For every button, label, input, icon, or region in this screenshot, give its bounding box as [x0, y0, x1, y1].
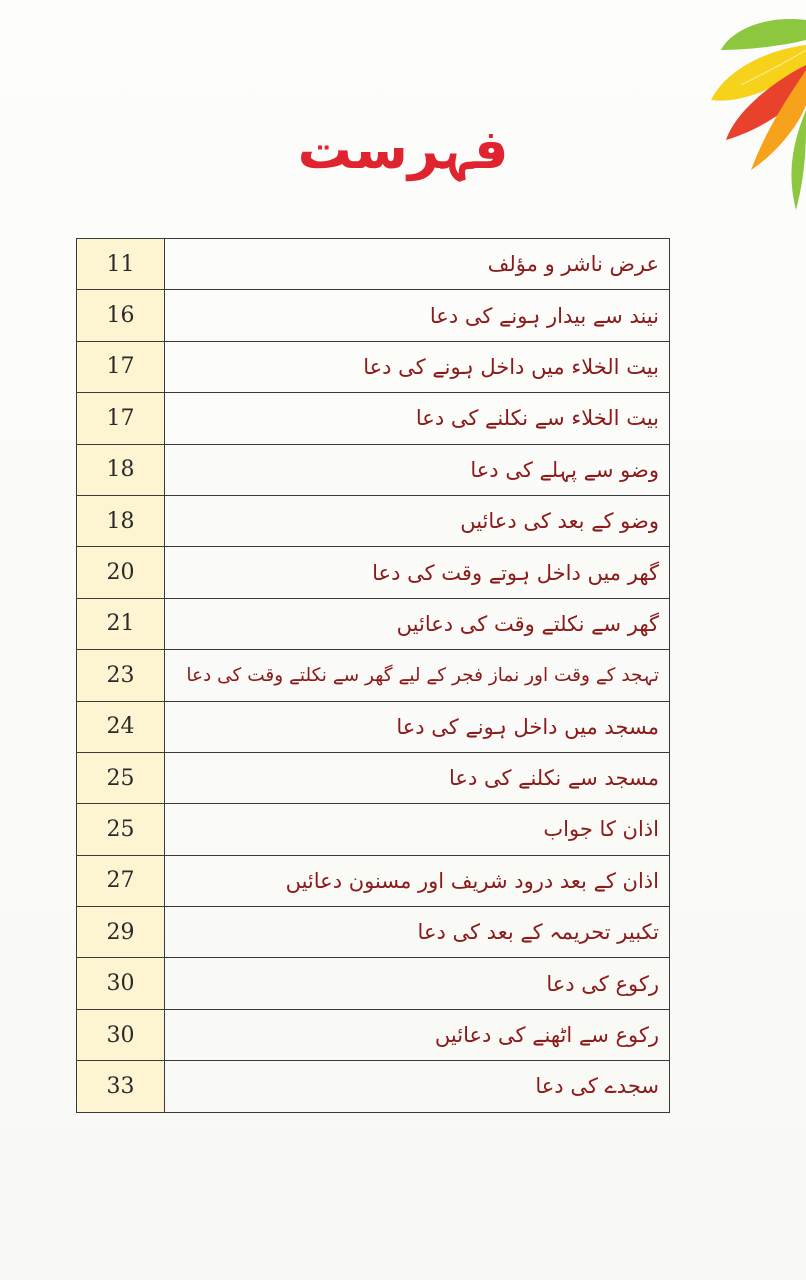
toc-entry-title: تکبیر تحریمہ کے بعد کی دعا [165, 907, 670, 958]
table-of-contents [76, 238, 670, 1113]
table-row [77, 393, 670, 444]
toc-entry-title: رکوع کی دعا [165, 958, 670, 1009]
table-row [77, 1061, 670, 1112]
toc-entry-title: اذان کے بعد درود شریف اور مسنون دعائیں [165, 855, 670, 906]
toc-page-number: 24 [77, 701, 165, 752]
toc-page-number: 16 [77, 290, 165, 341]
toc-entry-title: گھر میں داخل ہوتے وقت کی دعا [165, 547, 670, 598]
toc-entry-title: مسجد سے نکلنے کی دعا [165, 752, 670, 803]
toc-entry-title: نیند سے بیدار ہونے کی دعا [165, 290, 670, 341]
toc-page-number: 21 [77, 598, 165, 649]
toc-entry-title: تہجد کے وقت اور نماز فجر کے لیے گھر سے نکلتے وقت کی دعا [165, 650, 670, 701]
toc-page-number: 20 [77, 547, 165, 598]
toc-page-number: 11 [77, 239, 165, 290]
toc-entry-title: گھر سے نکلتے وقت کی دعائیں [165, 598, 670, 649]
table-row [77, 239, 670, 290]
table-row [77, 804, 670, 855]
toc-page-number: 25 [77, 752, 165, 803]
table-row [77, 1009, 670, 1060]
toc-page-number: 29 [77, 907, 165, 958]
table-row [77, 290, 670, 341]
toc-entry-title: عرض ناشر و مؤلف [165, 239, 670, 290]
toc-entry-title: سجدے کی دعا [165, 1061, 670, 1112]
table-row [77, 547, 670, 598]
toc-entry-title: بیت الخلاء سے نکلنے کی دعا [165, 393, 670, 444]
toc-body [77, 239, 670, 1113]
table-row [77, 701, 670, 752]
toc-page-number: 18 [77, 444, 165, 495]
table-row [77, 341, 670, 392]
toc-entry-title: وضو کے بعد کی دعائیں [165, 495, 670, 546]
toc-entry-title: مسجد میں داخل ہونے کی دعا [165, 701, 670, 752]
toc-entry-title: رکوع سے اٹھنے کی دعائیں [165, 1009, 670, 1060]
table-row [77, 650, 670, 701]
toc-entry-title: اذان کا جواب [165, 804, 670, 855]
toc-entry-title: وضو سے پہلے کی دعا [165, 444, 670, 495]
page-title: فہرست [297, 118, 509, 181]
toc-page-number: 17 [77, 393, 165, 444]
table-row [77, 907, 670, 958]
table-row [77, 752, 670, 803]
toc-page-number: 17 [77, 341, 165, 392]
toc-page-number: 27 [77, 855, 165, 906]
table-row [77, 598, 670, 649]
toc-page-number: 33 [77, 1061, 165, 1112]
toc-page-number: 30 [77, 958, 165, 1009]
table-row [77, 855, 670, 906]
toc-page-number: 30 [77, 1009, 165, 1060]
toc-entry-title: بیت الخلاء میں داخل ہونے کی دعا [165, 341, 670, 392]
toc-page-number: 18 [77, 495, 165, 546]
table-row [77, 444, 670, 495]
table-row [77, 495, 670, 546]
table-row [77, 958, 670, 1009]
toc-page-number: 25 [77, 804, 165, 855]
toc-page-number: 23 [77, 650, 165, 701]
